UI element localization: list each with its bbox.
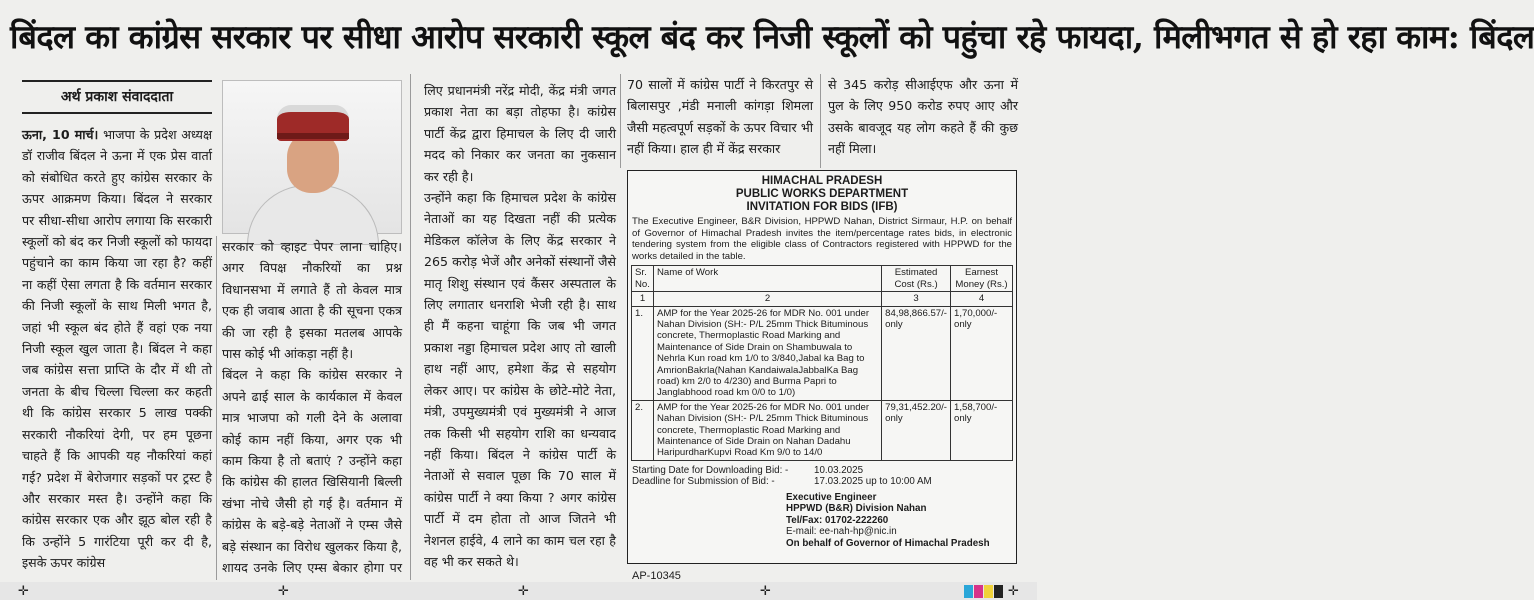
article-column-5 bbox=[828, 74, 1018, 168]
color-bar-cyan-icon bbox=[964, 585, 973, 598]
tender-advertisement bbox=[627, 170, 1017, 564]
dateline: ऊना, 10 मार्च। bbox=[22, 127, 99, 142]
column-rule bbox=[216, 236, 217, 580]
article-paragraph: से 345 करोड़ सीआईएफ और ऊना में पुल के लिए 950 करोड रुपए आए और उसके बावजूद यह लोग कहते हैं की कुछ नहीं मिला। bbox=[828, 77, 1018, 157]
sig-behalf: On behalf of Governor of Himachal Pradesh bbox=[786, 538, 990, 550]
ad-dates bbox=[632, 465, 1012, 488]
sig-title: Executive Engineer bbox=[786, 491, 877, 503]
header-earnest-money: Earnest Money (Rs.) bbox=[951, 266, 1013, 292]
header-name-of-work: Name of Work bbox=[654, 266, 882, 292]
byline: अर्थ प्रकाश संवाददाता bbox=[22, 80, 212, 114]
article-column-1 bbox=[22, 124, 212, 580]
article-column-4 bbox=[627, 74, 813, 168]
photo-cap-band bbox=[277, 133, 349, 139]
start-date-label: Starting Date for Downloading Bid: - bbox=[632, 464, 789, 476]
sig-email: E-mail: ee-nah-hp@nic.in bbox=[786, 526, 897, 538]
article-paragraph: 70 सालों में कांग्रेस पार्टी ने किरतपुर से बिलासपुर ,मंडी मनाली कांगड़ा शिमला जैसी महत्वपूर्ण सड़कों के ऊपर विचार भी नहीं किया। हाल ही में केंद्र सरकार bbox=[627, 77, 813, 157]
column-rule bbox=[620, 74, 621, 168]
colnum-2: 2 bbox=[654, 292, 882, 306]
registration-mark-icon: ✛ bbox=[1008, 584, 1019, 599]
photo bbox=[222, 80, 402, 234]
row-money: 1,58,700/- only bbox=[951, 400, 1013, 460]
column-rule bbox=[410, 74, 411, 580]
article-column-3 bbox=[424, 80, 616, 580]
article-paragraph: उन्होंने कहा कि हिमाचल प्रदेश के कांग्रेस नेताओं का यह दिखता नहीं की प्रत्येक मेडिकल कॉलेज के लिए केंद्र सरकार ने 265 करोड़ भेजें और अनेकों संस्थानों जैसे मातृ शिशु संस्थान एवं कैंसर अस्पताल के लिए लगातार धनराशि भेजी रही है। साथ ही मैं कहना चाहूंगा कि जब भी जगत प्रकाश नड्डा हिमाचल प्रदेश आए तो खाली हाथ नहीं आए, हमेशा केंद्र से सहयोग लेकर आए। पर कांग्रेस के छोटे-मोटे नेता, मंत्री, उपमुख्यमंत्री एवं मुख्यमंत्री ने आज तक किसी भी सहयोग राशि का धन्यवाद नहीं किया। बिंदल ने कांग्रेस पार्टी के नेताओं से सवाल पूछा कि 70 साल में कांग्रेस पार्टी ने क्या किया ? अगर कांग्रेस पार्टी में दम होता तो आज जितने भी नेशनल हाईवे, 4 लाने का काम चल रहा है वह भी कर सकते थे। bbox=[424, 190, 616, 569]
colnum-3: 3 bbox=[882, 292, 951, 306]
table-row bbox=[632, 306, 1013, 400]
row-cost: 79,31,452.20/- only bbox=[882, 400, 951, 460]
sig-tel: Tel/Fax: 01702-222260 bbox=[786, 514, 889, 526]
start-date-value: 10.03.2025 bbox=[814, 464, 864, 476]
article-paragraph: लिए प्रधानमंत्री नरेंद्र मोदी, केंद्र मंत्री जगत प्रकाश नेता का बड़ा तोहफा है। कांग्रेस पार्टी केंद्र द्वारा हिमाचल के लिए दी जारी मदद को निकार कर जनता का नुकसान कर रही है। bbox=[424, 83, 616, 184]
article-column-2 bbox=[222, 236, 402, 580]
color-bar-magenta-icon bbox=[974, 585, 983, 598]
colnum-4: 4 bbox=[951, 292, 1013, 306]
headline: बिंदल का कांग्रेस सरकार पर सीधा आरोप सरकारी स्कूल बंद कर निजी स्कूलों को पहुंचा रहे फायदा, मिलीभगत से हो रहा काम: बिंदल bbox=[10, 17, 1534, 56]
ad-title-ifb: INVITATION FOR BIDS (IFB) bbox=[746, 201, 898, 213]
row-work: AMP for the Year 2025-26 for MDR No. 001 under Nahan Division (SH:- P/L 25mm Thick Bituminous concrete, Thermoplastic Road Marking and Maintenance of Side Drain on Shambuwala to Nehrla Kun road km 1/0 to 3/840,Jabal ka Bag to AmrionBakrla(Nahan KandaiwalaJabbalKa Bag road) km 2/0 to 4/230) and Burma Papri to Janglabhood road km 0/0 to 1/0) bbox=[654, 306, 882, 400]
header-estimated-cost: Estimated Cost (Rs.) bbox=[882, 266, 951, 292]
row-sr: 2. bbox=[632, 400, 654, 460]
row-sr: 1. bbox=[632, 306, 654, 400]
registration-mark-icon: ✛ bbox=[518, 584, 529, 599]
deadline-value: 17.03.2025 up to 10:00 AM bbox=[814, 476, 932, 488]
ad-title-department: PUBLIC WORKS DEPARTMENT bbox=[735, 188, 909, 200]
article-paragraph: बिंदल ने कहा कि कांग्रेस सरकार ने अपने ढाई साल के कार्यकाल में केवल मात्र भाजपा को गली देने के अलावा कोई काम नहीं किया, अगर एक भी काम किया है तो बताएं ? उन्होंने कहा कि कांग्रेस की हालत खिसियानी बिल्ली खंभा नोचे जैसी हो गई है। वर्तमान में कांग्रेस के बड़े-बड़े नेताओं ने एम्स जैसे बड़े संस्थान का विरोध खुलकर किया है, शायद उनके लिए एम्स बेकार होगा पर bbox=[222, 367, 402, 576]
colnum-1: 1 bbox=[632, 292, 654, 306]
ad-title-state: HIMACHAL PRADESH bbox=[761, 175, 883, 187]
row-work: AMP for the Year 2025-26 for MDR No. 001 under Nahan Division (SH:- P/L 25mm Thick Bituminous concrete, Thermoplastic Road Marking and Maintenance of Side Drain on Nahan Dadahu HaripurdharKupvi Road Km 9/0 to 14/0 bbox=[654, 400, 882, 460]
article-paragraph: भाजपा के प्रदेश अध्यक्ष डॉ राजीव बिंदल ने ऊना में एक प्रेस वार्ता को संबोधित करते हुए कांग्रेस सरकार के ऊपर आक्रमण किया। बिंदल ने सरकार पर सीधा-सीधा आरोप लगाया कि सरकारी स्कूलों को बंद कर निजी स्कूलों को फायदा पहुंचाने का काम किया जा रहा है? कहीं ना कहीं ऐसा लगता है कि वर्तमान सरकार की निजी स्कूलों के साथ मिली भगत है, जहां भी स्कूल बंद होते हैं वहां एक नया निजी स्कूल खुल जाता है। बिंदल ने कहा जब कांग्रेस सत्ता प्राप्ति के दौर में थी तो जनता के बीच चिल्ला चिल्ला कर कहती थी कि कांग्रेस सरकार 5 लाख पक्की सरकारी नौकरियां देगी, पर हम पूछना चाहते हैं कि आपकी यह नौकरियां कहां गई? प्रदेश में बेरोजगार सड़कों पर ट्रस्ट है और सरकार मस्त है। उन्होंने कहा कि कांग्रेस सरकार एक और झूठ बोल रही है कि उन्होंने 5 गारंटिया पूरी कर दी है, इसके ऊपर कांग्रेस bbox=[22, 127, 212, 571]
deadline-label: Deadline for Submission of Bid: - bbox=[632, 476, 775, 488]
row-money: 1,70,000/- only bbox=[951, 306, 1013, 400]
color-bar-yellow-icon bbox=[984, 585, 993, 598]
ad-signature bbox=[786, 492, 1016, 550]
column-rule bbox=[820, 74, 821, 168]
registration-mark-icon: ✛ bbox=[760, 584, 771, 599]
row-cost: 84,98,866.57/- only bbox=[882, 306, 951, 400]
header-sr-no: Sr. No. bbox=[632, 266, 654, 292]
article-paragraph: सरकार को व्हाइट पेपर लाना चाहिए। अगर विपक्ष नौकरियों का प्रश्न विधानसभा में लगाते हैं तो केवल मात्र एक ही जवाब आता है की सूचना एकत्र की जा रही है इसका मतलब आपके पास कोई भी आंकड़ा नहीं है। bbox=[222, 239, 402, 362]
ad-code: AP-10345 bbox=[632, 570, 681, 582]
ad-intro: The Executive Engineer, B&R Division, HPPWD Nahan, District Sirmaur, H.P. on behalf of Governor of Himachal Pradesh invites the item/percentage rates bids, in electronic tendering system from the eligible class of Contractors registered with HPPWD for the works detailed in the table. bbox=[632, 216, 1012, 262]
registration-mark-icon: ✛ bbox=[18, 584, 29, 599]
tender-table bbox=[631, 265, 1013, 461]
color-bar-black-icon bbox=[994, 585, 1003, 598]
sig-division: HPPWD (B&R) Division Nahan bbox=[786, 503, 927, 515]
table-row bbox=[632, 400, 1013, 460]
registration-mark-icon: ✛ bbox=[278, 584, 289, 599]
